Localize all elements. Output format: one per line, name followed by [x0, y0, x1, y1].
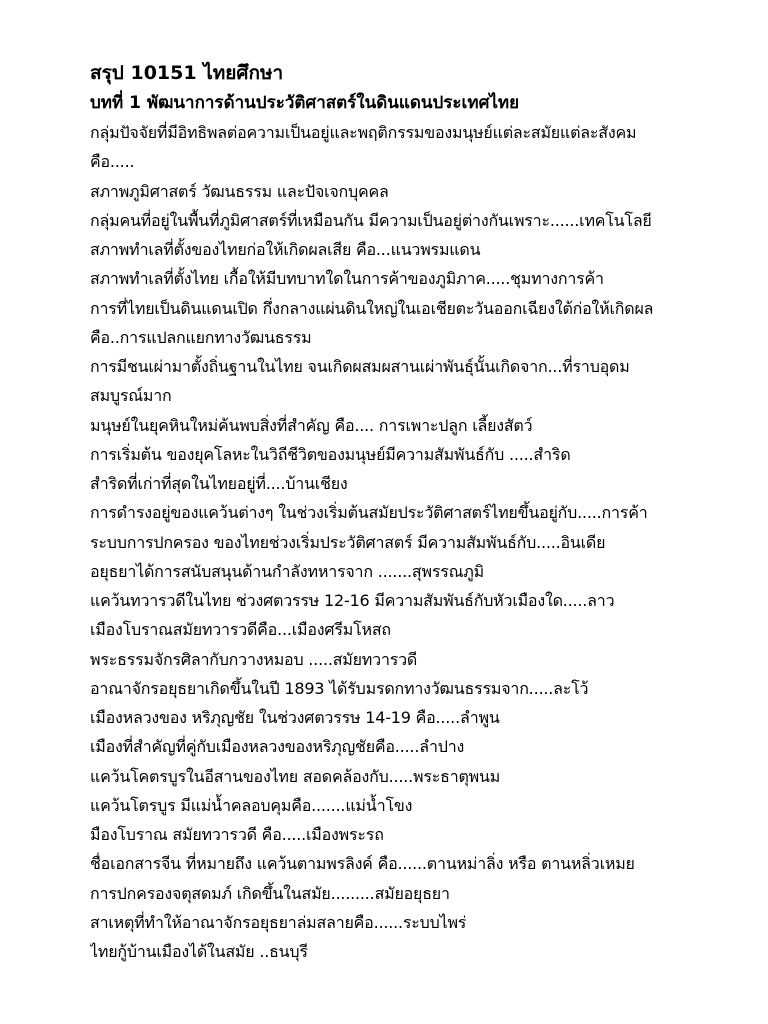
text-line: สำริดที่เก่าที่สุดในไทยอยู่ที่....บ้านเชียง — [90, 474, 348, 493]
text-line: กลุ่มคนที่อยู่ในพื้นที่ภูมิศาสตร์ที่เหมือนกัน มีความเป็นอยู่ต่างกันเพราะ......เทคโนโลยี — [90, 210, 652, 230]
text-line: การดำรงอยู่ของแคว้นต่างๆ ในช่วงเริ่มต้นสมัยประวัติศาสตร์ไทยขึ้นอยู่กับ.....การค้า — [90, 503, 648, 523]
text-line: การเริ่มต้น ของยุคโลหะในวิถีชีวิตของมนุษย์มีความสัมพันธ์กับ .....สำริด — [90, 444, 571, 464]
text-line: คือ..... — [90, 152, 135, 172]
text-line: สมบูรณ์มาก — [90, 386, 172, 406]
text-line: อยุธยาได้การสนับสนุนด้านกำลังทหารจาก .......สุพรรณภูมิ — [90, 561, 484, 581]
text-line: สภาพทำเลที่ตั้งของไทยก่อให้เกิดผลเสีย คือ...แนวพรมแดน — [90, 240, 481, 259]
text-line: แคว้นโคตรบูรในอีสานของไทย สอดคล้องกับ.....พระธาตุพนม — [90, 766, 501, 786]
text-line: การมีชนเผ่ามาตั้งถิ่นฐานในไทย จนเกิดผสมผสานเผ่าพันธุ์นั้นเกิดจาก...ที่ราบอุดม — [90, 357, 630, 376]
text-line: มืองโบราณ สมัยทวารวดี คือ.....เมืองพระรถ — [90, 825, 384, 844]
content-lines — [90, 118, 750, 966]
text-line: การที่ไทยเป็นดินแดนเปิด กึ่งกลางแผ่นดินใหญ่ในเอเชียตะวันออกเฉียงใต้ก่อให้เกิดผล — [90, 298, 654, 318]
text-line: แคว้นโตรบูร มีแม่น้ำคลอบคุมคือ.......แม่น้ำโขง — [90, 795, 413, 815]
text-line: การปกครองจตุสดมภ์ เกิดขึ้นในสมัย.........สมัยอยุธยา — [90, 883, 450, 903]
text-line: ชื่อเอกสารจีน ที่หมายถึง แคว้นตามพรลิงค์ คือ......ตานหม่าลิ่ง หรือ ตานหลิ่วเหมย — [90, 854, 635, 874]
text-line: แคว้นทวารวดีในไทย ช่วงศตวรรษ 12-16 มีความสัมพันธ์กับหัวเมืองใด.....ลาว — [90, 591, 615, 610]
text-line: เมืองที่สำคัญที่คู่กับเมืองหลวงของหริภุญชัยคือ.....ลำปาง — [90, 737, 465, 757]
document-title: สรุป 10151 ไทยศึกษา — [90, 62, 284, 84]
text-line: มนุษย์ในยุคหินใหม่ค้นพบสิ่งที่สำคัญ คือ.... การเพาะปลูก เลี้ยงสัตว์ — [90, 415, 533, 435]
document-page — [90, 58, 750, 966]
text-line: คือ..การแปลกแยกทางวัฒนธรรม — [90, 327, 312, 347]
text-line: สภาพภูมิศาสตร์ วัฒนธรรม และปัจเจกบุคคล — [90, 181, 389, 201]
text-line: พระธรรมจักรศิลากับกวางหมอบ .....สมัยทวารวดี — [90, 649, 418, 669]
text-line: เมืองโบราณสมัยทวารวดีคือ...เมืองศรีมโหสถ — [90, 620, 391, 640]
text-line: ระบบการปกครอง ของไทยช่วงเริ่มประวัติศาสตร์ มีความสัมพันธ์กับ.....อินเดีย — [90, 532, 606, 552]
text-line: อาณาจักรอยุธยาเกิดขึ้นในปี 1893 ได้รับมรดกทางวัฒนธรรมจาก.....ละโว้ — [90, 678, 589, 698]
text-line: สาเหตุที่ทำให้อาณาจักรอยุธยาล่มสลายคือ......ระบบไพร่ — [90, 912, 467, 932]
text-line: กลุ่มปัจจัยที่มีอิทธิพลต่อความเป็นอยู่และพฤติกรรมของมนุษย์แต่ละสมัยแต่ละสังคม — [90, 123, 637, 142]
text-line: เมืองหลวงของ หริภุญชัย ในช่วงศตวรรษ 14-19 คือ.....ลำพูน — [90, 708, 500, 727]
chapter-title: บทที่ 1 พัฒนาการด้านประวัติศาสตร์ในดินแดนประเทศไทย — [90, 93, 520, 113]
text-line: สภาพทำเลที่ตั้งไทย เกื้อให้มีบทบาทใดในการค้าของภูมิภาค.....ชุมทางการค้า — [90, 269, 604, 289]
text-line: ไทยกู้บ้านเมืองได้ในสมัย ..ธนบุรี — [90, 942, 308, 961]
